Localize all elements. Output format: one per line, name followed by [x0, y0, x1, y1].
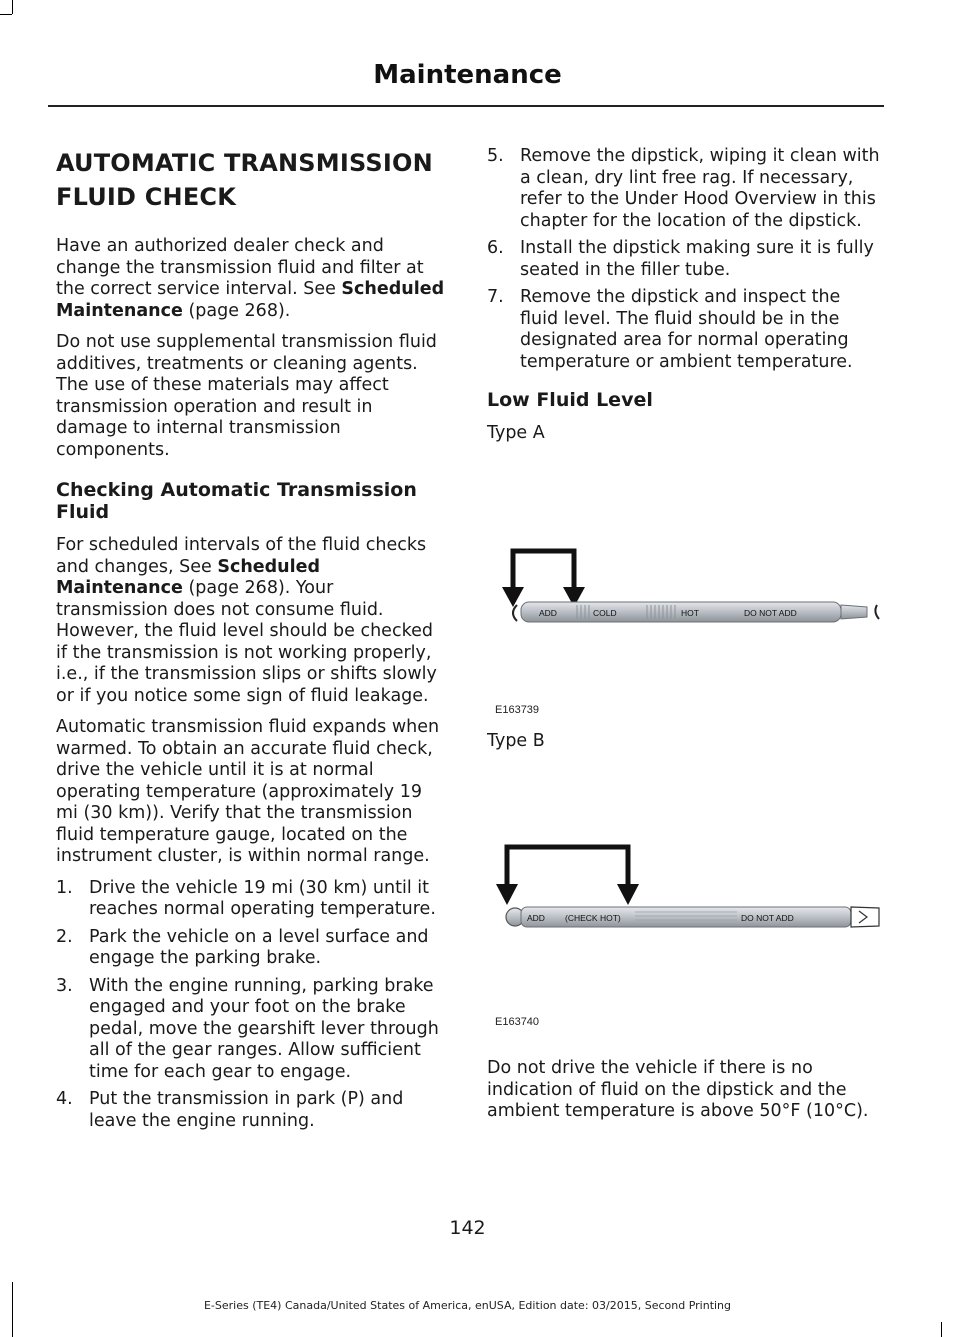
dipstick-figure-type-b [487, 762, 882, 1052]
header-rule [48, 105, 884, 107]
scheduled-maintenance-link-2[interactable]: Scheduled Maintenance [56, 556, 321, 598]
paragraph-fluid-expands: Automatic transmission fluid expands when warmed. To obtain an accurate fluid check, drive the vehicle until it is at normal operating temperature (approximately 19 mi (30 km)). Verify that the transmission fluid temperature gauge, located on the instrument cluster, is within normal range. [56, 717, 440, 866]
arrow-down-icon [502, 587, 524, 607]
label-do-not-add: DO NOT ADD [744, 607, 797, 618]
crop-mark-top-left [12, 0, 13, 14]
label-do-not-add: DO NOT ADD [741, 913, 794, 923]
paragraph-scheduled-intervals: For scheduled intervals of the fluid checks and changes, See Scheduled Maintenance (page 268). Your transmission does not consume fluid. However, the fluid level should be checked if the transmission is not working properly, i.e., if the transmission slips or shifts slowly or if you notice some sign of fluid leakage. [56, 535, 437, 706]
list-item: 7. Remove the dipstick and inspect the fluid level. The fluid should be in the designated area for normal operating temperature or ambient temperature. [487, 287, 853, 372]
type-a-label: Type A [487, 423, 545, 443]
label-add: ADD [539, 607, 557, 618]
crop-mark-top-left-h [0, 14, 12, 15]
list-item: 3. With the engine running, parking brake engaged and your foot on the brake pedal, move the gearshift lever through all of the gear ranges. Allow sufficient time for each gear to engage. [56, 975, 439, 1082]
section-heading: AUTOMATIC TRANSMISSION FLUID CHECK [56, 149, 433, 211]
steps-list-left [56, 878, 448, 1133]
dipstick-type-a-diagram [487, 455, 882, 725]
paragraph-dealer-check: Have an authorized dealer check and change the transmission fluid and filter at the correct service interval. See Scheduled Maintenance (page 268). [56, 236, 445, 321]
list-item: 1. Drive the vehicle 19 mi (30 km) until it reaches normal operating temperature. [56, 877, 436, 919]
footer-edition-note: E-Series (TE4) Canada/United States of America, enUSA, Edition date: 03/2015, Second Printing [203, 1299, 732, 1312]
figure-code: E163739 [495, 703, 540, 716]
label-check-hot: (CHECK HOT) [565, 913, 621, 923]
label-cold: COLD [593, 607, 617, 618]
figure-code: E163740 [495, 1016, 540, 1028]
list-item: 5. Remove the dipstick, wiping it clean with a clean, dry lint free rag. If necessary, refer to the Under Hood Overview in this chapter for the location of the dipstick. [487, 146, 880, 231]
list-item: 4. Put the transmission in park (P) and leave the engine running. [56, 1089, 404, 1131]
subheading-checking: Checking Automatic Transmission Fluid [56, 479, 417, 523]
arrow-down-icon [617, 884, 639, 905]
right-column [487, 146, 882, 1133]
crop-mark-bottom-right [941, 1322, 942, 1337]
bracket-line [513, 551, 574, 593]
paragraph-additives: Do not use supplemental transmission fluid additives, treatments or cleaning agents. The use of these materials may affect transmission operation and result in damage to internal transmission components. [56, 332, 437, 460]
label-hot: HOT [681, 607, 699, 618]
list-item: 2. Park the vehicle on a level surface and engage the parking brake. [56, 926, 429, 968]
left-column [56, 146, 448, 1138]
page-number: 142 [449, 1217, 486, 1239]
arrow-down-icon [496, 884, 518, 905]
label-add: ADD [527, 913, 545, 923]
bracket-line [507, 847, 628, 890]
list-item: 6. Install the dipstick making sure it is fully seated in the filler tube. [487, 238, 874, 280]
paragraph-do-not-drive: Do not drive the vehicle if there is no indication of fluid on the dipstick and the ambient temperature is above 50°F (10°C). [487, 1058, 869, 1121]
steps-list-right [487, 146, 882, 373]
type-b-label: Type B [487, 730, 545, 751]
dipstick-figure-type-a [487, 455, 882, 725]
subheading-low-fluid: Low Fluid Level [487, 389, 653, 411]
page-header-title: Maintenance [373, 60, 562, 90]
dipstick-type-b-diagram [487, 762, 882, 1052]
scheduled-maintenance-link[interactable]: Scheduled Maintenance [56, 279, 445, 321]
